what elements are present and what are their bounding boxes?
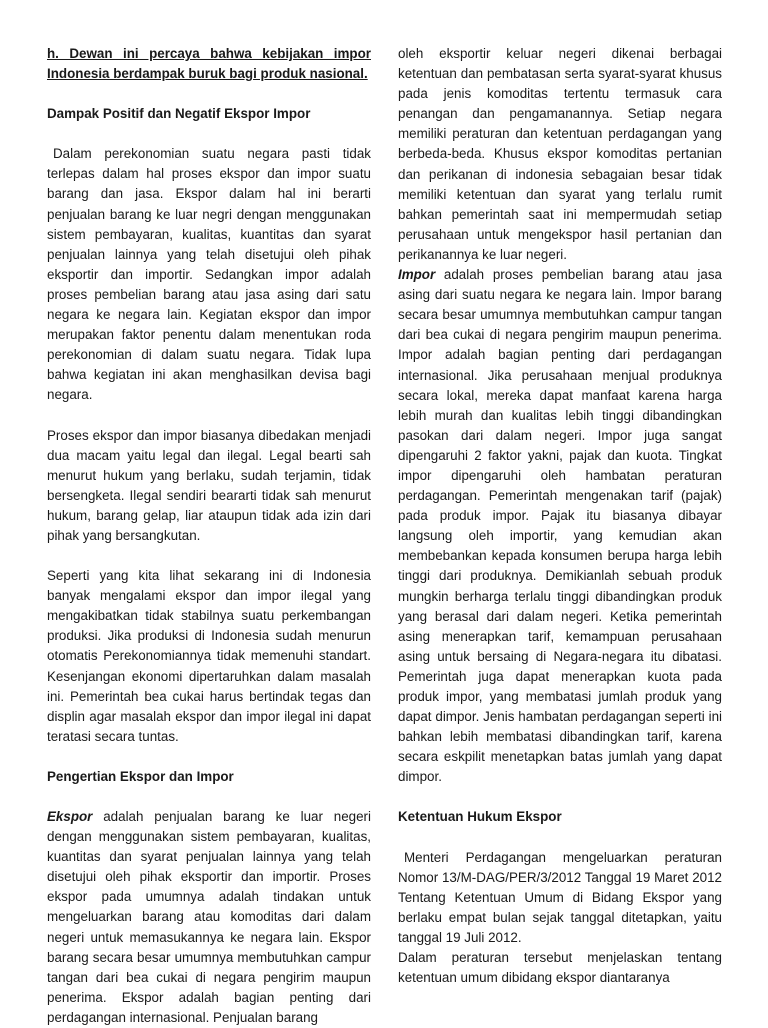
left-column <box>47 44 371 1028</box>
paragraph-perekonomian: Dalam perekonomian suatu negara pasti tidak terlepas dalam hal proses ekspor dan impor suatu barang dan jasa. Ekspor dalam hal ini berarti penjualan barang ke luar negri dengan menggunakan sistem pembayaran, kualitas, kuantitas dan syarat penjualan lainnya yang telah disetujui oleh pihak eksportir dan importir. Sedangkan impor adalah proses pembelian barang atau jasa asing dari satu negara ke negara lain. Kegiatan ekspor dan impor merupakan faktor penentu dalam menentukan roda perekonomian di dalam suatu negara. Tidak lupa bahwa kegiatan ini akan menghasilkan devisa bagi negara. <box>47 146 371 403</box>
paragraph-legal-ilegal: Proses ekspor dan impor biasanya dibedakan menjadi dua macam yaitu legal dan ilegal. Legal bearti sah menurut hukum yang berlaku, sudah terjamin, tidak bersengketa. Ilegal sendiri beararti tidak sah menurut hukum, barang gelap, liar ataupun tidak ada izin dari pihak yang bersangkutan. <box>47 427 371 543</box>
paragraph-ekspor-continued: oleh eksportir keluar negeri dikenai berbagai ketentuan dan pembatasan serta syarat-syarat khusus pada jenis komoditas tertentu termasuk cara penangan dan pengamanannya. Setiap negara memiliki peraturan dan ketentuan perdagangan yang berbeda-beda. Khusus ekspor komoditas pertanian dan perikanan di indonesia sebagaian besar tidak memiliki ketentuan dan syarat yang terlalu rumit bahkan pemerintah saat ini mempermudah setiap perusahaan untuk mengekspor hasil pertanian dan perikanannya ke luar negeri. <box>398 46 722 262</box>
motion-heading: h. Dewan ini percaya bahwa kebijakan impor Indonesia berdampak buruk bagi produk nasional. <box>47 46 371 82</box>
right-column <box>398 44 722 988</box>
section-title-pengertian: Pengertian Ekspor dan Impor <box>47 768 234 784</box>
term-impor: Impor <box>398 267 436 283</box>
impor-definition-text: adalah proses pembelian barang atau jasa asing dari suatu negara ke negara lain. Impor barang secara besar umumnya membutuhkan campur tangan dari bea cukai di negara pengirim maupun penerima. Impor adalah bagian penting dari perdagangan internasional. Jika perusahaan menjual produknya secara lokal, mereka dapat manfaat karena harga lebih murah dan kualitas lebih tinggi dibandingkan pasokan dari dalam negeri. Impor juga sangat dipengaruhi 2 faktor yakni, pajak dan kuota. Tingkat impor dipengaruhi oleh hambatan peraturan perdagangan. Pemerintah mengenakan tarif (pajak) pada produk impor. Pajak itu biasanya dibayar langsung oleh importir, yang kemudian akan membebankan kepada konsumen berupa harga lebih tinggi dari produknya. Demikianlah sebuah produk mungkin berharga terlalu tinggi dibandingkan produk yang berasal dari dalam negeri. Ketika pemerintah asing menerapkan tarif, kemampuan perusahaan asing untuk bersaing di Negara-negara itu dibatasi. Pemerintah juga dapat menerapkan kuota pada produk impor, yang membatasi jumlah produk yang dapat dimpor. Jenis hambatan perdagangan seperti ini bahkan lebih membatasi dibandingkan tarif, karena secara eskpilit menetapkan batas jumlah yang dapat dimpor. <box>398 267 722 785</box>
paragraph-peraturan: Menteri Perdagangan mengeluarkan peraturan Nomor 13/M-DAG/PER/3/2012 Tanggal 19 Maret 2012 Tentang Ketentuan Umum di Bidang Ekspor yang berlaku empat bulan sejak tanggal ditetapkan, yaitu tanggal 19 Juli 2012. <box>398 849 722 945</box>
term-ekspor: Ekspor <box>47 809 93 824</box>
paragraph-ekspor-definition <box>47 807 371 1028</box>
paragraph-diantaranya: Dalam peraturan tersebut menjelaskan tentang ketentuan umum dibidang ekspor diantaranya <box>398 950 722 986</box>
paragraph-indonesia: Seperti yang kita lihat sekarang ini di Indonesia banyak mengalami ekspor dan impor ilegal yang mengakibatkan tidak stabilnya suatu perkembangan produksi. Jika produksi di Indonesia sudah menurun otomatis Perekonomiannya tidak memenuhi standart. Kesenjangan ekonomi dipertaruhkan dalam masalah ini. Pemerintah bea cukai harus bertindak tegas dan displin agar masalah ekspor dan impor ilegal ini dapat teratasi secara tuntas. <box>47 568 371 744</box>
ekspor-definition-text: adalah penjualan barang ke luar negeri dengan menggunakan sistem pembayaran, kualitas, kuantitas dan syarat penjualan lainnya yang telah disetujui oleh pihak eksportir dan importir. Proses ekspor pada umumnya adalah tindakan untuk mengeluarkan barang atau komoditas dari dalam negeri untuk memasukannya ke negara lain. Ekspor barang secara besar umumnya membutuhkan campur tangan dari bea cukai di negara pengirim maupun penerima. Ekspor adalah bagian penting dari perdagangan internasional. Penjualan barang <box>47 809 371 1025</box>
paragraph-impor-definition <box>398 265 722 787</box>
section-title-ketentuan: Ketentuan Hukum Ekspor <box>398 809 562 825</box>
section-title-dampak: Dampak Positif dan Negatif Ekspor Impor <box>47 106 311 122</box>
